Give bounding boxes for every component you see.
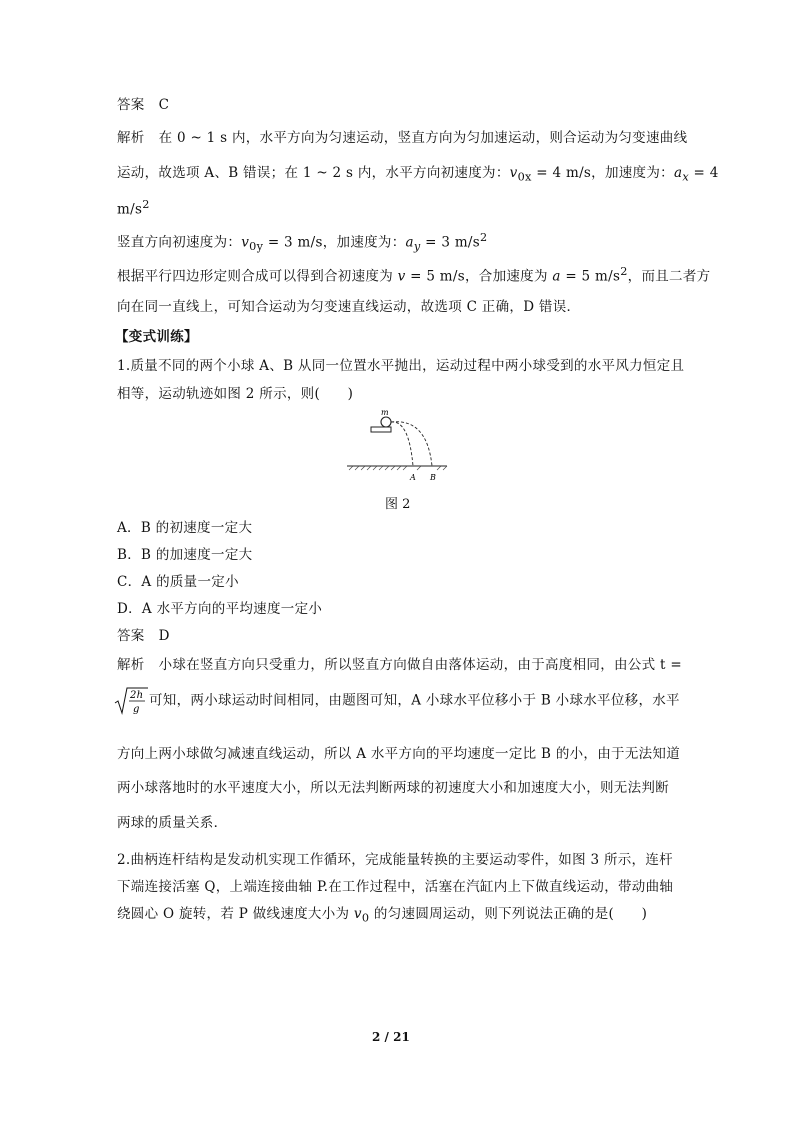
- analysis-text-5b: = 5 m/s，合加速度为: [405, 268, 553, 285]
- analysis-label: 解析: [117, 657, 145, 673]
- analysis-text-5a: 根据平行四边形定则合成可以得到合初速度为: [117, 268, 398, 285]
- symbol-a: a: [405, 234, 414, 251]
- question-1-line-2: 相等，运动轨迹如图 2 所示，则( ): [117, 386, 354, 402]
- page-number: 2 / 21: [372, 1030, 410, 1044]
- analysis-text-2b: = 4 m/s，加速度为：: [531, 165, 674, 181]
- q1-analysis-line-4: 两小球落地时的水平速度大小，所以无法判断两球的初速度大小和加速度大小，则无法判断: [117, 780, 669, 796]
- analysis-line-2: [117, 164, 719, 187]
- option-c: C．A 的质量一定小: [117, 574, 239, 590]
- q1-analysis-line-3: 方向上两小球做匀减速直线运动，所以 A 水平方向的平均速度一定比 B 的小，由于无法知道: [117, 746, 681, 762]
- subscript-0y: 0y: [249, 240, 264, 254]
- analysis-text-4c: = 3 m/s: [420, 234, 480, 251]
- analysis-text-6: 向在同一直线上，可知合运动为匀变速直线运动，故选项 C 正确，D 错误．: [117, 299, 581, 315]
- analysis-line-1: [117, 129, 687, 147]
- analysis-text-2: 可知，两小球运动时间相同，由题图可知，A 小球水平位移小于 B 小球水平位移，水平: [149, 692, 680, 709]
- label-m: m: [381, 410, 389, 417]
- superscript-2: 2: [142, 198, 150, 211]
- symbol-a: a: [552, 268, 561, 285]
- question-2-line-3: [117, 905, 647, 928]
- analysis-text-4a: 竖直方向初速度为：: [117, 234, 242, 251]
- q1-analysis-line-5: 两球的质量关系．: [117, 815, 228, 831]
- analysis-line-4: [117, 229, 487, 256]
- subscript-x: x: [682, 170, 689, 184]
- question-2-line-1: 2.曲柄连杆结构是发动机实现工作循环，完成能量转换的主要运动零件，如图 3 所示，连杆: [117, 852, 673, 868]
- analysis-line-3: [117, 196, 150, 219]
- analysis-text-5d: ，而且二者方: [627, 268, 711, 285]
- q1-answer-line: [117, 627, 170, 645]
- sqrt-2h-over-g-formula: [113, 686, 149, 716]
- fraction-numerator: 2h: [130, 690, 144, 701]
- subscript-0x: 0x: [517, 170, 532, 184]
- label-b: B: [430, 473, 436, 482]
- analysis-line-5: [117, 263, 710, 286]
- ball-icon: [381, 417, 391, 427]
- analysis-text-1: 在 0 ~ 1 s 内，水平方向为匀速运动，竖直方向为匀加速运动，则合运动为匀变速曲线: [158, 130, 688, 146]
- question-2-line-2: 下端连接活塞 Q，上端连接曲轴 P.在工作过程中，活塞在汽缸内上下做直线运动，带动曲轴: [117, 879, 674, 895]
- ground-hatching: [349, 466, 447, 470]
- symbol-v: v: [509, 165, 518, 181]
- question-2-text-3a: 绕圆心 O 旋转，若 P 做线速度大小为: [117, 906, 354, 922]
- analysis-line-6: [117, 298, 580, 316]
- answer-label: 答案: [117, 97, 145, 113]
- launch-platform: [371, 427, 391, 432]
- symbol-v: v: [241, 234, 250, 251]
- analysis-label: 解析: [117, 130, 145, 146]
- analysis-text-4b: = 3 m/s，加速度为：: [263, 234, 406, 251]
- superscript-2: 2: [480, 231, 488, 244]
- answer-value: C: [158, 97, 170, 113]
- analysis-text-5c: = 5 m/s: [560, 268, 621, 285]
- analysis-text-2c: = 4: [688, 165, 719, 181]
- q1-analysis-line-1: [117, 656, 682, 674]
- symbol-v: v: [397, 268, 406, 285]
- question-1-line-1: 1.质量不同的两个小球 A、B 从同一位置水平抛出，运动过程中两小球受到的水平风力恒定且: [117, 358, 685, 374]
- trajectory-a: [391, 422, 413, 466]
- option-a: A．B 的初速度一定大: [117, 520, 253, 536]
- trajectory-b: [391, 422, 432, 466]
- figure-2-caption: 图 2: [385, 497, 411, 512]
- label-a: A: [410, 473, 416, 482]
- subscript-0: 0: [361, 911, 370, 925]
- answer-value: D: [158, 628, 170, 644]
- subscript-y: y: [413, 240, 421, 254]
- option-b: B．B 的加速度一定大: [117, 547, 253, 563]
- fraction-denominator: g: [133, 704, 140, 715]
- figure-2-trajectory-diagram: [345, 410, 449, 485]
- answer-line-1: [117, 96, 169, 114]
- section-title: 【变式训练】: [115, 329, 198, 345]
- unit-ms: m/s: [117, 201, 143, 218]
- symbol-v: v: [353, 906, 362, 922]
- analysis-text-1: 小球在竖直方向只受重力，所以竖直方向做自由落体运动，由于高度相同，由公式 t =: [158, 657, 682, 673]
- option-d: D．A 水平方向的平均速度一定小: [117, 601, 323, 617]
- symbol-a: a: [673, 165, 683, 181]
- analysis-text-2a: 运动，故选项 A、B 错误；在 1 ~ 2 s 内，水平方向初速度为：: [117, 165, 510, 181]
- superscript-2: 2: [620, 265, 628, 278]
- q1-analysis-line-2: [113, 686, 680, 716]
- question-2-text-3b: 的匀速圆周运动，则下列说法正确的是( ): [369, 906, 648, 922]
- answer-label: 答案: [117, 628, 145, 644]
